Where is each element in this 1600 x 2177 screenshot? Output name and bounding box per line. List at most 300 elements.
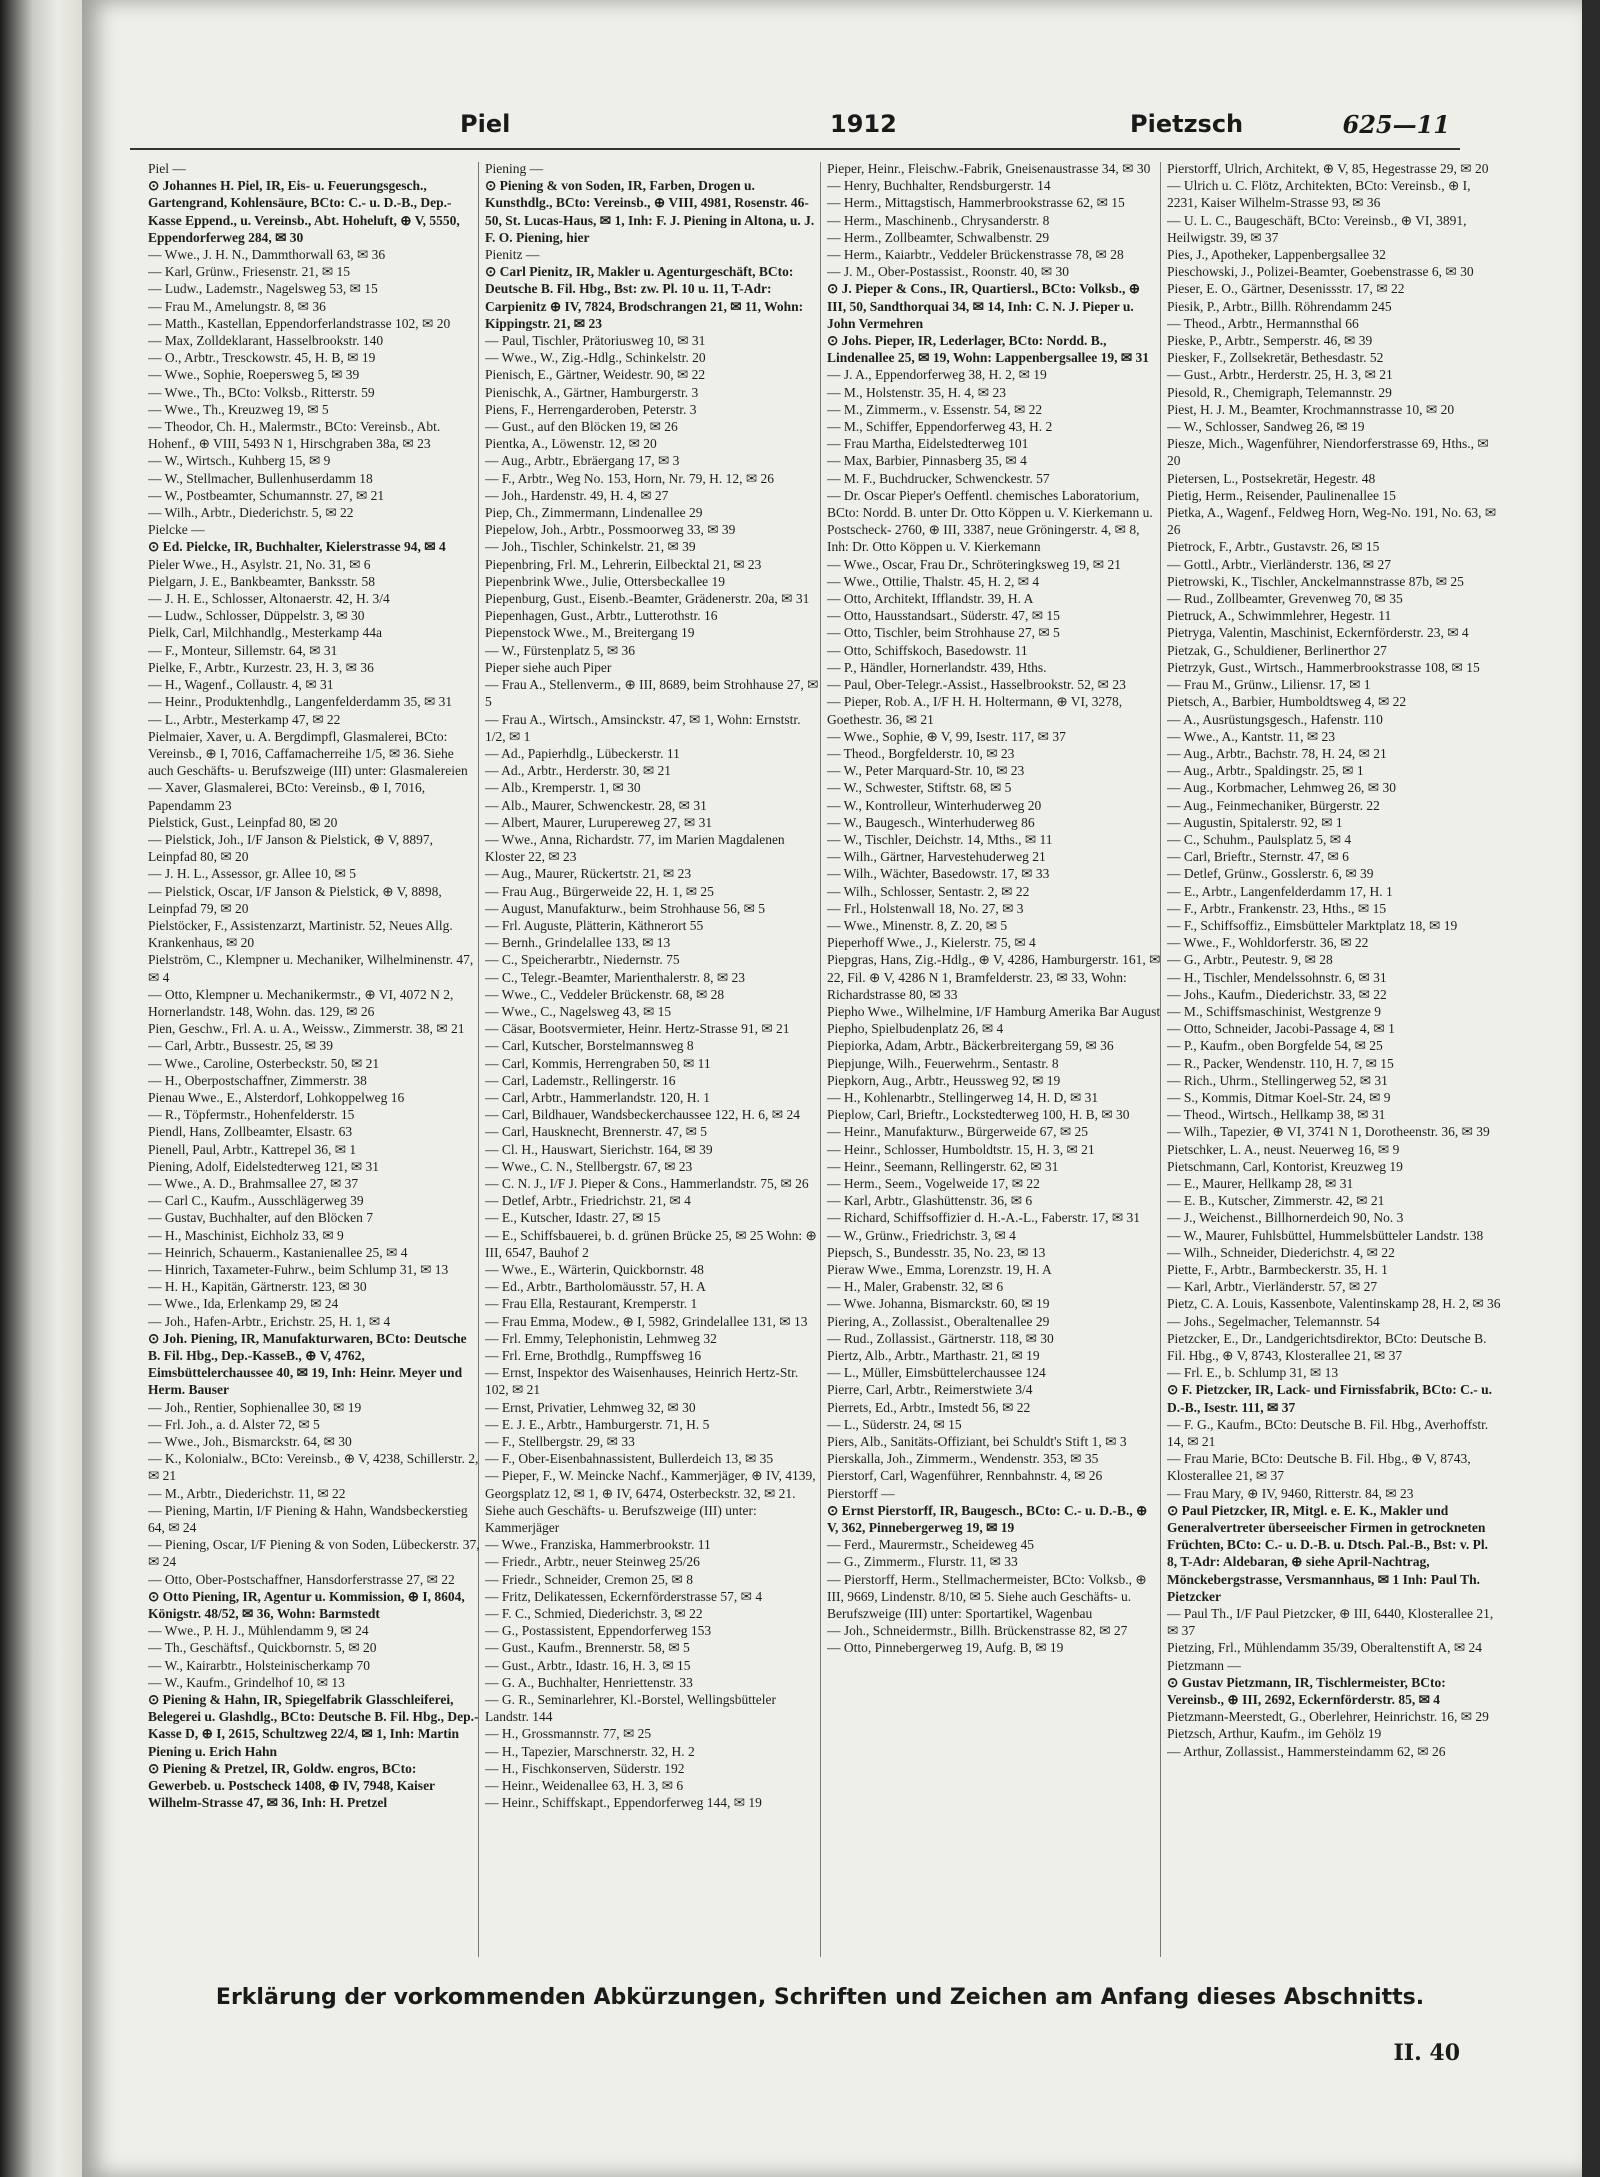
directory-entry: Pietruck, A., Schwimmlehrer, Hegestr. 11 — [1167, 608, 1392, 624]
directory-entry: — W., Stellmacher, Bullenhuserdamm 18 — [148, 470, 373, 486]
directory-entry: — Aug., Maurer, Rückertstr. 21, ✉ 23 — [485, 866, 692, 882]
directory-entry: — Wilh., Schneider, Diederichstr. 4, ✉ 22 — [1167, 1244, 1395, 1260]
directory-entry: — H., Fischkonserven, Süderstr. 192 — [485, 1760, 685, 1776]
directory-entry: Piesik, P., Arbtr., Billh. Röhrendamm 245 — [1167, 298, 1392, 314]
directory-entry: — Frau Martha, Eidelstedterweg 101 — [827, 436, 1029, 452]
directory-entry: Pieperhoff Wwe., J., Kielerstr. 75, ✉ 4 — [827, 935, 1036, 951]
directory-entry: — Wwe., Th., Kreuzweg 19, ✉ 5 — [148, 401, 329, 417]
directory-entry: Piel — — [148, 161, 186, 176]
directory-entry: Pielcke — — [148, 522, 205, 538]
directory-entry: — G., Postassistent, Eppendorferweg 153 — [485, 1623, 712, 1639]
abbreviations-note: Erklärung der vorkommenden Abkürzungen, Schriften und Zeichen am Anfang dieses Abschnitts. — [215, 1985, 1425, 2010]
directory-entry: — L., Süderstr. 24, ✉ 15 — [827, 1416, 962, 1432]
directory-entry: ⊙ Johannes H. Piel, IR, Eis- u. Feuerungsgesch., Gartengrand, Kohlensäure, BCto: C.- u. D.-B., Dep.-Kasse Eppend., u. Vereinsb., Abt. Hoheluft, ⊕ V, 5550, Eppendorferweg 284, ✉ 30 — [148, 178, 460, 245]
directory-entry: — Wwe., Ida, Erlenkamp 29, ✉ 24 — [148, 1296, 339, 1312]
directory-entry: — S., Kommis, Ditmar Koel-Str. 24, ✉ 9 — [1167, 1089, 1391, 1105]
directory-entry: — Wwe., C. N., Stellbergstr. 67, ✉ 23 — [485, 1158, 693, 1174]
directory-entry: — U. L. C., Baugeschäft, BCto: Vereinsb., ⊕ VI, 3891, Heilwigstr. 39, ✉ 37 — [1167, 212, 1467, 245]
directory-entry: Piening, Adolf, Eidelstedterweg 121, ✉ 31 — [148, 1158, 380, 1174]
directory-entry: — Carl, Bildhauer, Wandsbeckerchaussee 122, H. 6, ✉ 24 — [485, 1107, 800, 1123]
directory-entry: — Th., Geschäftsf., Quickbornstr. 5, ✉ 20 — [148, 1640, 377, 1656]
book-spine — [0, 0, 82, 2177]
directory-entry: Piepenstock Wwe., M., Breitergang 19 — [485, 625, 695, 641]
directory-entry: — Friedr., Schneider, Cremon 25, ✉ 8 — [485, 1571, 693, 1587]
directory-entry: — W., Baugesch., Winterhuderweg 86 — [827, 814, 1035, 830]
directory-entry: — F. C., Schmied, Diederichstr. 3, ✉ 22 — [485, 1606, 703, 1622]
directory-entry: ⊙ J. Pieper & Cons., IR, Quartiersl., BCto: Volksb., ⊕ III, 50, Sandthorquai 34, ✉ 14, Inh: C. N. J. Pieper u. John Vermehren — [827, 281, 1141, 331]
directory-entry: Pietzmann-Meerstedt, G., Oberlehrer, Heinrichstr. 16, ✉ 29 — [1167, 1709, 1489, 1725]
directory-entry: — M., Schiffer, Eppendorferweg 43, H. 2 — [827, 419, 1053, 435]
directory-entry: — Piening, Martin, I/F Piening & Hahn, Wandsbeckerstieg 64, ✉ 24 — [148, 1502, 468, 1536]
directory-entry: — Wwe., Th., BCto: Volksb., Ritterstr. 59 — [148, 384, 375, 400]
directory-entry: — Pieper, F., W. Meincke Nachf., Kammerjäger, ⊕ IV, 4139, Georgsplatz 12, ✉ 1, ⊕ IV, 6474, Osterbeckstr. 32, ✉ 21. Siehe auch Geschäfts- u. Berufszweige (III) unter: Kammerjäger — [485, 1468, 816, 1536]
directory-entry: — C., Speicherarbtr., Niedernstr. 75 — [485, 952, 680, 968]
directory-entry: — Wwe., P. H. J., Mühlendamm 9, ✉ 24 — [148, 1623, 369, 1639]
directory-entry: — Rud., Zollassist., Gärtnerstr. 118, ✉ 30 — [827, 1330, 1054, 1346]
running-head-last-name: Pietzsch — [1130, 110, 1244, 138]
directory-entry: — Heinr., Manufakturw., Bürgerweide 67, ✉ 25 — [827, 1124, 1089, 1140]
directory-entry: — Joh., Rentier, Sophienallee 30, ✉ 19 — [148, 1399, 362, 1415]
directory-entry: — Carl, Lademstr., Rellingerstr. 16 — [485, 1072, 676, 1088]
directory-entry: Pietzsch, Arthur, Kaufm., im Gehölz 19 — [1167, 1726, 1382, 1742]
directory-entry: Pielke, F., Arbtr., Kurzestr. 23, H. 3, ✉ 36 — [148, 659, 374, 675]
directory-entry: — Max, Barbier, Pinnasberg 35, ✉ 4 — [827, 453, 1027, 469]
directory-entry: — C., Schuhm., Paulsplatz 5, ✉ 4 — [1167, 831, 1352, 847]
directory-entry: — Wilh., Schlosser, Sentastr. 2, ✉ 22 — [827, 883, 1030, 899]
directory-entry: — E., Kutscher, Idastr. 27, ✉ 15 — [485, 1210, 661, 1226]
directory-entry: Pietryga, Valentin, Maschinist, Eckernförderstr. 23, ✉ 4 — [1167, 625, 1469, 641]
directory-entry: Pierstorff — — [827, 1485, 895, 1501]
directory-entry: Pietschmann, Carl, Kontorist, Kreuzweg 19 — [1167, 1158, 1403, 1174]
directory-entry: Piepenhagen, Gust., Arbtr., Lutterothstr. 16 — [485, 608, 718, 624]
directory-entry: Pietzing, Frl., Mühlendamm 35/39, Oberaltenstift A, ✉ 24 — [1167, 1640, 1483, 1656]
directory-entry: Pierstorff, Ulrich, Architekt, ⊕ V, 85, Hegestrasse 29, ✉ 20 — [1167, 161, 1489, 176]
directory-entry: — H., Tischler, Mendelssohnstr. 6, ✉ 31 — [1167, 969, 1387, 985]
directory-entry: Piepsch, S., Bundesstr. 35, No. 23, ✉ 13 — [827, 1244, 1046, 1260]
directory-entry: Pies, J., Apotheker, Lappenbergsallee 32 — [1167, 247, 1386, 263]
directory-entry: — Augustin, Spitalerstr. 92, ✉ 1 — [1167, 814, 1343, 830]
page-number: 625—11 — [1342, 110, 1450, 139]
directory-entry: — Karl, Grünw., Friesenstr. 21, ✉ 15 — [148, 264, 351, 280]
directory-entry: Piertz, Alb., Arbtr., Marthastr. 21, ✉ 19 — [827, 1348, 1040, 1364]
directory-entry: — Carl, Arbtr., Hammerlandstr. 120, H. 1 — [485, 1089, 710, 1105]
directory-entry: ⊙ Piening & Pretzel, IR, Goldw. engros, BCto: Gewerbeb. u. Postscheck 1408, ⊕ IV, 7948, Kaiser Wilhelm-Strasse 47, ✉ 36, Inh: H. Pretzel — [148, 1760, 435, 1811]
directory-entry: — Wwe., A. D., Brahmsallee 27, ✉ 37 — [148, 1175, 359, 1191]
directory-entry: Pieske, P., Arbtr., Semperstr. 46, ✉ 39 — [1167, 333, 1373, 349]
directory-entry: Pietzcker, E., Dr., Landgerichtsdirektor, BCto: Deutsche B. Fil. Hbg., ⊕ V, 8743, Klosterallee 21, ✉ 37 — [1167, 1330, 1487, 1364]
directory-entry: Pietrock, F., Arbtr., Gustavstr. 26, ✉ 15 — [1167, 539, 1380, 555]
directory-entry: — Wilh., Gärtner, Harvestehuderweg 21 — [827, 849, 1046, 865]
directory-entry: — Heinr., Seemann, Rellingerstr. 62, ✉ 31 — [827, 1158, 1059, 1174]
directory-entry: — Paul, Ober-Telegr.-Assist., Hasselbrookstr. 52, ✉ 23 — [827, 677, 1126, 693]
directory-entry: Pietschker, L. A., neust. Neuerweg 16, ✉ 9 — [1167, 1141, 1400, 1157]
directory-entry: — L., Arbtr., Mesterkamp 47, ✉ 22 — [148, 711, 341, 727]
directory-entry: — Frau Emma, Modew., ⊕ I, 5982, Grindelallee 131, ✉ 13 — [485, 1313, 808, 1329]
directory-column-2 — [485, 160, 819, 1960]
directory-entry: — Frau Mary, ⊕ IV, 9460, Ritterstr. 84, ✉ 23 — [1167, 1485, 1414, 1501]
directory-entry: — Alb., Maurer, Schwenckestr. 28, ✉ 31 — [485, 797, 707, 813]
directory-entry: — Wwe., F., Wohldorferstr. 36, ✉ 22 — [1167, 935, 1369, 951]
directory-entry: — Theod., Wirtsch., Hellkamp 38, ✉ 31 — [1167, 1107, 1386, 1123]
directory-entry: Pientka, A., Löwenstr. 12, ✉ 20 — [485, 436, 657, 452]
directory-entry: — Piening, Oscar, I/F Piening & von Soden, Lübeckerstr. 37, ✉ 24 — [148, 1537, 480, 1570]
directory-entry: Pietig, Herm., Reisender, Paulinenallee 15 — [1167, 487, 1396, 503]
directory-entry: — Aug., Feinmechaniker, Bürgerstr. 22 — [1167, 797, 1380, 813]
directory-entry: Pielstöcker, F., Assistenzarzt, Martinistr. 52, Neues Allg. Krankenhaus, ✉ 20 — [148, 917, 453, 951]
directory-entry: — J., Weichenst., Billhornerdeich 90, No. 3 — [1167, 1210, 1404, 1226]
directory-entry: — E., Maurer, Hellkamp 28, ✉ 31 — [1167, 1175, 1354, 1191]
directory-entry: Piening — — [485, 161, 544, 176]
directory-column-1 — [148, 160, 482, 1960]
directory-entry: — Gust., Kaufm., Brennerstr. 58, ✉ 5 — [485, 1640, 690, 1656]
directory-entry: — Frau M., Amelungstr. 8, ✉ 36 — [148, 298, 326, 314]
directory-entry: — Wwe., J. H. N., Dammthorwall 63, ✉ 36 — [148, 247, 386, 263]
directory-entry: — H., Oberpostschaffner, Zimmerstr. 38 — [148, 1072, 367, 1088]
directory-entry: — M., Schiffsmaschinist, Westgrenze 9 — [1167, 1003, 1382, 1019]
directory-entry: — G. A., Buchhalter, Henriettenstr. 33 — [485, 1674, 693, 1690]
directory-entry: — L., Müller, Eimsbüttelerchaussee 124 — [827, 1365, 1046, 1381]
directory-entry: Piepenbrink Wwe., Julie, Ottersbeckallee 19 — [485, 573, 726, 589]
directory-entry: ⊙ Ernst Pierstorff, IR, Baugesch., BCto: C.- u. D.-B., ⊕ V, 362, Pinnebergerweg 19, ✉ 19 — [827, 1502, 1148, 1536]
directory-entry: — Aug., Arbtr., Spaldingstr. 25, ✉ 1 — [1167, 763, 1364, 779]
directory-entry: — Richard, Schiffsoffizier d. H.-A.-L., Faberstr. 17, ✉ 31 — [827, 1210, 1141, 1226]
directory-entry: — Ludw., Lademstr., Nagelsweg 53, ✉ 15 — [148, 281, 378, 297]
directory-entry: — Wwe., E., Wärterin, Quickbornstr. 48 — [485, 1262, 704, 1277]
directory-entry: — Wilh., Wächter, Basedowstr. 17, ✉ 33 — [827, 866, 1050, 882]
directory-entry: — Wwe. Johanna, Bismarckstr. 60, ✉ 19 — [827, 1296, 1050, 1312]
directory-entry: — W., Schlosser, Sandweg 26, ✉ 19 — [1167, 419, 1365, 435]
directory-entry: Pielström, C., Klempner u. Mechaniker, Wilhelminenstr. 47, ✉ 4 — [148, 952, 474, 985]
directory-entry: — Alb., Kremperstr. 1, ✉ 30 — [485, 780, 641, 796]
directory-entry: — G., Zimmerm., Flurstr. 11, ✉ 33 — [827, 1554, 1018, 1570]
directory-entry: Pieplow, Carl, Brieftr., Lockstedterweg 100, H. B, ✉ 30 — [827, 1107, 1130, 1123]
directory-entry: — Ludw., Schlosser, Düppelstr. 3, ✉ 30 — [148, 608, 365, 624]
directory-entry: — Johs., Kaufm., Diederichstr. 33, ✉ 22 — [1167, 986, 1387, 1002]
sheet-signature: II. 40 — [1393, 2040, 1460, 2066]
directory-entry: — Frau A., Wirtsch., Amsinckstr. 47, ✉ 1, Wohn: Ernststr. 1/2, ✉ 1 — [485, 711, 801, 744]
directory-entry: — Herm., Seem., Vogelweide 17, ✉ 22 — [827, 1175, 1040, 1191]
directory-entry: — E. J. E., Arbtr., Hamburgerstr. 71, H. 5 — [485, 1416, 710, 1432]
directory-entry: — Joh., Hafen-Arbtr., Erichstr. 25, H. 1, ✉ 4 — [148, 1313, 391, 1329]
directory-entry: — W., Peter Marquard-Str. 10, ✉ 23 — [827, 763, 1025, 779]
directory-entry: — H., Maschinist, Eichholz 33, ✉ 9 — [148, 1227, 344, 1243]
directory-entry: Pietsch, A., Barbier, Humboldtsweg 4, ✉ 22 — [1167, 694, 1407, 710]
directory-entry: — Paul, Tischler, Prätoriusweg 10, ✉ 31 — [485, 333, 706, 349]
directory-entry: — P., Händler, Hornerlandstr. 439, Hths. — [827, 659, 1047, 675]
running-head — [120, 110, 1450, 150]
directory-entry: — Pierstorff, Herm., Stellmachermeister, BCto: Volksb., ⊕ III, 9669, Lindenstr. 8/10, ✉ 5. Siehe auch Geschäfts- u. Berufszweige (III) unter: Sportartikel, Wagenbau — [827, 1571, 1147, 1622]
directory-entry: — O., Arbtr., Tresckowstr. 45, H. B, ✉ 19 — [148, 350, 376, 366]
directory-entry: — Joh., Tischler, Schinkelstr. 21, ✉ 39 — [485, 539, 696, 555]
directory-entry: — W., Kairarbtr., Holsteinischerkamp 70 — [148, 1657, 370, 1673]
directory-entry: — Carl, Kommis, Herrengraben 50, ✉ 11 — [485, 1055, 711, 1071]
directory-entry: Pietz, C. A. Louis, Kassenbote, Valentinskamp 28, H. 2, ✉ 36 — [1167, 1296, 1501, 1312]
directory-entry: — Rud., Zollbeamter, Grevenweg 70, ✉ 35 — [1167, 591, 1403, 607]
directory-entry: — E., Arbtr., Langenfelderdamm 17, H. 1 — [1167, 883, 1393, 899]
directory-entry: — Otto, Schneider, Jacobi-Passage 4, ✉ 1 — [1167, 1021, 1395, 1037]
directory-entry: Pierrets, Ed., Arbtr., Imstedt 56, ✉ 22 — [827, 1399, 1031, 1415]
directory-entry: Pielmaier, Xaver, u. A. Bergdimpfl, Glasmalerei, BCto: Vereinsb., ⊕ I, 7016, Caffamacherreihe 1/5, ✉ 36. Siehe auch Geschäfts- u. Berufszweige (III) unter: Glasmalereien — [148, 728, 468, 779]
directory-entry: Piers, Alb., Sanitäts-Offiziant, bei Schuldt's Stift 1, ✉ 3 — [827, 1434, 1127, 1450]
directory-entry: ⊙ Johs. Pieper, IR, Lederlager, BCto: Nordd. B., Lindenallee 25, ✉ 19, Wohn: Lappenbergsallee 19, ✉ 31 — [827, 333, 1150, 366]
directory-entry: — Paul Th., I/F Paul Pietzcker, ⊕ III, 6440, Klosterallee 21, ✉ 37 — [1167, 1606, 1494, 1639]
directory-entry: Piesze, Mich., Wagenführer, Niendorferstrasse 69, Hths., ✉ 20 — [1167, 436, 1489, 469]
directory-entry: — M., Holstenstr. 35, H. 4, ✉ 23 — [827, 384, 1006, 400]
directory-entry: — Heinr., Schlosser, Humboldtstr. 15, H. 3, ✉ 21 — [827, 1141, 1095, 1157]
directory-entry: — R., Töpfermstr., Hohenfelderstr. 15 — [148, 1107, 355, 1123]
directory-entry: — W., Tischler, Deichstr. 14, Mths., ✉ 11 — [827, 831, 1053, 847]
directory-entry: — Detlef, Arbtr., Friedrichstr. 21, ✉ 4 — [485, 1193, 691, 1209]
directory-entry: — Friedr., Arbtr., neuer Steinweg 25/26 — [485, 1554, 700, 1570]
running-head-first-name: Piel — [460, 110, 511, 138]
directory-entry: — H., Grossmannstr. 77, ✉ 25 — [485, 1726, 652, 1742]
directory-entry: — Wwe., W., Zig.-Hdlg., Schinkelstr. 20 — [485, 350, 706, 366]
directory-entry: Piesold, R., Chemigraph, Telemannstr. 29 — [1167, 384, 1392, 400]
directory-entry: — Frau A., Stellenverm., ⊕ III, 8689, beim Strohhause 27, ✉ 5 — [485, 677, 819, 710]
directory-entry: Piepho Wwe., Wilhelmine, I/F Hamburg Amerika Bar August Piepho, Spielbudenplatz 26, ✉ 4 — [827, 1003, 1161, 1037]
directory-entry: — Henry, Buchhalter, Rendsburgerstr. 14 — [827, 178, 1051, 194]
directory-entry: — Wwe., Anna, Richardstr. 77, im Marien Magdalenen Kloster 22, ✉ 23 — [485, 831, 785, 865]
directory-entry: — H., Wagenf., Collaustr. 4, ✉ 31 — [148, 677, 334, 693]
directory-entry: — J. H. L., Assessor, gr. Allee 10, ✉ 5 — [148, 866, 357, 882]
directory-entry: — M., Arbtr., Diederichstr. 11, ✉ 22 — [148, 1485, 346, 1501]
directory-entry: Pielgarn, J. E., Bankbeamter, Banksstr. 58 — [148, 573, 376, 589]
directory-entry: — Pielstick, Joh., I/F Janson & Pielstick, ⊕ V, 8897, Leinpfad 80, ✉ 20 — [148, 831, 433, 865]
directory-entry: Pietrowski, K., Tischler, Anckelmannstrasse 87b, ✉ 25 — [1167, 573, 1464, 589]
directory-entry: — Johs., Segelmacher, Telemannstr. 54 — [1167, 1313, 1380, 1329]
directory-entry: — W., Kontrolleur, Winterhuderweg 20 — [827, 797, 1042, 813]
directory-entry: — Carl, Brieftr., Sternstr. 47, ✉ 6 — [1167, 849, 1349, 865]
directory-entry: — Otto, Ober-Postschaffner, Hansdorferstrasse 27, ✉ 22 — [148, 1571, 455, 1587]
directory-entry: ⊙ Piening & von Soden, IR, Farben, Drogen u. Kunsthdlg., BCto: Vereinsb., ⊕ VIII, 4981, Rosenstr. 46-50, St. Lucas-Haus, ✉ 1, Inh: F. J. Piening in Altona, u. J. F. O. Piening, hier — [485, 178, 815, 245]
directory-entry: Pierskalla, Joh., Zimmerm., Wendenstr. 353, ✉ 35 — [827, 1451, 1099, 1467]
directory-entry: Pieper, Heinr., Fleischw.-Fabrik, Gneisenaustrasse 34, ✉ 30 — [827, 161, 1151, 176]
directory-entry: — Herm., Mittagstisch, Hammerbrookstrasse 62, ✉ 15 — [827, 195, 1125, 211]
directory-entry: ⊙ Gustav Pietzmann, IR, Tischlermeister, BCto: Vereinsb., ⊕ III, 2692, Eckernförderstr. 85, ✉ 4 — [1167, 1674, 1446, 1708]
directory-entry: ⊙ Joh. Piening, IR, Manufakturwaren, BCto: Deutsche B. Fil. Hbg., Dep.-KasseB., ⊕ V, 4762, Eimsbüttelerchaussee 40, ✉ 19, Inh: Heinr. Meyer und Herm. Bauser — [148, 1330, 467, 1398]
directory-entry: — Frau Marie, BCto: Deutsche B. Fil. Hbg., ⊕ V, 8743, Klosterallee 21, ✉ 37 — [1167, 1451, 1471, 1484]
directory-entry: — J. M., Ober-Postassist., Roonstr. 40, ✉ 30 — [827, 264, 1070, 280]
directory-entry: — Wilh., Tapezier, ⊕ VI, 3741 N 1, Dorotheenstr. 36, ✉ 39 — [1167, 1124, 1490, 1140]
directory-entry: Pietrzyk, Gust., Wirtsch., Hammerbrookstrasse 108, ✉ 15 — [1167, 659, 1480, 675]
directory-entry: Pierre, Carl, Arbtr., Reimerstwiete 3/4 — [827, 1382, 1033, 1398]
directory-entry: — Ad., Papierhdlg., Lübeckerstr. 11 — [485, 745, 680, 761]
directory-entry: — H., Kohlenarbtr., Stellingerweg 14, H. D, ✉ 31 — [827, 1089, 1099, 1105]
directory-entry: — Gust., Arbtr., Idastr. 16, H. 3, ✉ 15 — [485, 1657, 691, 1673]
directory-entry: — J. A., Eppendorferweg 38, H. 2, ✉ 19 — [827, 367, 1047, 383]
directory-entry: Pienisch, E., Gärtner, Weidestr. 90, ✉ 22 — [485, 367, 706, 383]
directory-entry: — Herm., Kaiarbtr., Veddeler Brückenstrasse 78, ✉ 28 — [827, 247, 1124, 263]
directory-entry: — Theod., Arbtr., Hermannsthal 66 — [1167, 315, 1359, 331]
directory-entry: — A., Ausrüstungsgesch., Hafenstr. 110 — [1167, 711, 1383, 727]
directory-entry: — Heinr., Weidenallee 63, H. 3, ✉ 6 — [485, 1778, 684, 1794]
directory-entry: — Detlef, Grünw., Gosslerstr. 6, ✉ 39 — [1167, 866, 1374, 882]
directory-entry: — Matth., Kastellan, Eppendorferlandstrasse 102, ✉ 20 — [148, 315, 451, 331]
directory-entry: Pienell, Paul, Arbtr., Kattrepel 36, ✉ 1 — [148, 1141, 357, 1157]
directory-entry: Pietersen, L., Postsekretär, Hegestr. 48 — [1167, 470, 1376, 486]
directory-entry: — F. G., Kaufm., BCto: Deutsche B. Fil. Hbg., Averhoffstr. 14, ✉ 21 — [1167, 1416, 1489, 1450]
directory-entry: ⊙ Piening & Hahn, IR, Spiegelfabrik Glasschleiferei, Belegerei u. Glashdlg., BCto: Deutsche B. Fil. Hbg., Dep.-Kasse D, ⊕ I, 2615, Schultzweg 22/4, ✉ 1, Inh: Martin Piening u. Erich Hahn — [148, 1692, 479, 1759]
directory-entry: ⊙ Paul Pietzcker, IR, Mitgl. e. E. K., Makler und Generalvertreter überseeischer Firmen in getrockneten Früchten, BCto: C.- u. D.-B. u. Dtsch. Pal.-B., Bst: v. Pl. 8, T-Adr: Aldebaran, ⊕ siehe April-Nachtrag, Mönckebergstrasse, Versmannhaus, ✉ 1 Inh: Paul Th. Pietzcker — [1167, 1502, 1488, 1604]
directory-entry: — Otto, Hausstandsart., Süderstr. 47, ✉ 15 — [827, 608, 1060, 624]
directory-entry: ⊙ Ed. Pielcke, IR, Buchhalter, Kielerstrasse 94, ✉ 4 — [148, 539, 446, 555]
directory-entry: — Rich., Uhrm., Stellingerweg 52, ✉ 31 — [1167, 1072, 1388, 1088]
directory-entry: — Hinrich, Taxameter-Fuhrw., beim Schlump 31, ✉ 13 — [148, 1262, 449, 1277]
directory-entry: — M., Zimmerm., v. Essenstr. 54, ✉ 22 — [827, 401, 1043, 417]
directory-entry: — Ernst, Inspektor des Waisenhauses, Heinrich Hertz-Str. 102, ✉ 21 — [485, 1365, 799, 1398]
directory-entry: — Frl., Holstenwall 18, No. 27, ✉ 3 — [827, 900, 1024, 916]
directory-entry: Piepkorn, Aug., Arbtr., Heussweg 92, ✉ 19 — [827, 1072, 1061, 1088]
directory-entry: — W., Schwester, Stiftstr. 68, ✉ 5 — [827, 780, 1012, 796]
directory-entry: — Wwe., C., Nagelsweg 43, ✉ 15 — [485, 1003, 672, 1019]
directory-entry: Pienau Wwe., E., Alsterdorf, Lohkoppelweg 16 — [148, 1089, 405, 1105]
directory-entry: — Heinrich, Schauerm., Kastanienallee 25, ✉ 4 — [148, 1244, 408, 1260]
directory-entry: — Ferd., Maurermstr., Scheideweg 45 — [827, 1537, 1034, 1553]
directory-entry: Pietka, A., Wagenf., Feldweg Horn, Weg-No. 191, No. 63, ✉ 26 — [1167, 505, 1497, 538]
directory-entry: — Otto, Tischler, beim Strohhause 27, ✉ 5 — [827, 625, 1060, 641]
directory-column-3 — [827, 160, 1161, 1960]
directory-entry: — Wwe., Franziska, Hammerbrookstr. 11 — [485, 1537, 711, 1553]
directory-entry: Pienitz — — [485, 247, 540, 263]
directory-entry: — Frau M., Grünw., Liliensr. 17, ✉ 1 — [1167, 677, 1371, 693]
directory-entry: — Bernh., Grindelallee 133, ✉ 13 — [485, 935, 671, 951]
directory-entry: Pielk, Carl, Milchhandlg., Mesterkamp 44a — [148, 625, 382, 641]
directory-entry: — Karl, Arbtr., Vierländerstr. 57, ✉ 27 — [1167, 1279, 1378, 1295]
directory-entry: — Wwe., Ottilie, Thalstr. 45, H. 2, ✉ 4 — [827, 573, 1040, 589]
directory-entry: Pieser, E. O., Gärtner, Desenissstr. 17, ✉ 22 — [1167, 281, 1405, 297]
directory-entry: Piens, F., Herrengarderoben, Peterstr. 3 — [485, 401, 697, 417]
directory-entry: — Theod., Borgfelderstr. 10, ✉ 23 — [827, 745, 1015, 761]
directory-entry: — Joh., Schneidermstr., Billh. Brückenstrasse 82, ✉ 27 — [827, 1623, 1128, 1639]
directory-entry: Piepelow, Joh., Arbtr., Possmoorweg 33, ✉ 39 — [485, 522, 736, 538]
directory-entry: ⊙ F. Pietzcker, IR, Lack- und Firnissfabrik, BCto: C.- u. D.-B., Isestr. 111, ✉ 37 — [1167, 1382, 1492, 1415]
directory-entry: — Aug., Arbtr., Ebräergang 17, ✉ 3 — [485, 453, 680, 469]
directory-entry: — Gustav, Buchhalter, auf den Blöcken 7 — [148, 1210, 374, 1226]
directory-entry: — Ulrich u. C. Flötz, Architekten, BCto: Vereinsb., ⊕ I, 2231, Kaiser Wilhelm-Strasse 93, ✉ 36 — [1167, 178, 1471, 211]
directory-entry: Piering, A., Zollassist., Oberaltenallee 29 — [827, 1313, 1050, 1329]
directory-entry: — Frl. E., b. Schlump 31, ✉ 13 — [1167, 1365, 1339, 1381]
directory-entry: — W., Maurer, Fuhlsbüttel, Hummelsbütteler Landstr. 138 — [1167, 1227, 1484, 1243]
directory-entry: — F., Ober-Eisenbahnassistent, Bullerdeich 13, ✉ 35 — [485, 1451, 774, 1467]
directory-entry: — F., Arbtr., Weg No. 153, Horn, Nr. 79, H. 12, ✉ 26 — [485, 470, 775, 486]
directory-entry: — F., Monteur, Sillemstr. 64, ✉ 31 — [148, 642, 338, 658]
directory-entry: — F., Schiffsoffiz., Eimsbütteler Marktplatz 18, ✉ 19 — [1167, 917, 1458, 933]
directory-entry: — Max, Zolldeklarant, Hasselbrookstr. 140 — [148, 333, 384, 349]
directory-column-4 — [1167, 160, 1501, 1960]
directory-entry: — C. N. J., I/F J. Pieper & Cons., Hammerlandstr. 75, ✉ 26 — [485, 1175, 809, 1191]
directory-entry: — Xaver, Glasmalerei, BCto: Vereinsb., ⊕ I, 7016, Papendamm 23 — [148, 780, 426, 813]
directory-entry: — C., Telegr.-Beamter, Marienthalerstr. 8, ✉ 23 — [485, 969, 746, 985]
directory-entry: Pierstorf, Carl, Wagenführer, Rennbahnstr. 4, ✉ 26 — [827, 1468, 1103, 1484]
directory-entry: — Ernst, Privatier, Lehmweg 32, ✉ 30 — [485, 1399, 696, 1415]
directory-entry: — W., Fürstenplatz 5, ✉ 36 — [485, 642, 636, 658]
directory-entry: — Joh., Hardenstr. 49, H. 4, ✉ 27 — [485, 487, 669, 503]
header-rule — [130, 148, 1460, 150]
directory-entry: Pieschowski, J., Polizei-Beamter, Goebenstrasse 6, ✉ 30 — [1167, 264, 1474, 280]
directory-entry: — Frau Aug., Bürgerweide 22, H. 1, ✉ 25 — [485, 883, 714, 899]
directory-entry: — Frau Ella, Restaurant, Kremperstr. 1 — [485, 1296, 698, 1312]
directory-entry: Piepenburg, Gust., Eisenb.-Beamter, Grädenerstr. 20a, ✉ 31 — [485, 591, 810, 607]
directory-entry: — H. H., Kapitän, Gärtnerstr. 123, ✉ 30 — [148, 1279, 367, 1295]
directory-entry: — Frl. Emmy, Telephonistin, Lehmweg 32 — [485, 1330, 717, 1346]
directory-entry: — Herm., Maschinenb., Chrysanderstr. 8 — [827, 212, 1050, 228]
directory-entry: — Wwe., A., Kantstr. 11, ✉ 23 — [1167, 728, 1336, 744]
directory-entry: — Otto, Schiffskoch, Basedowstr. 11 — [827, 642, 1028, 658]
directory-entry: — M. F., Buchdrucker, Schwenckestr. 57 — [827, 470, 1050, 486]
directory-entry: — G., Arbtr., Peutestr. 9, ✉ 28 — [1167, 952, 1333, 968]
directory-entry: — K., Kolonialw., BCto: Vereinsb., ⊕ V, 4238, Schillerstr. 2, ✉ 21 — [148, 1451, 479, 1484]
directory-entry: — F., Stellbergstr. 29, ✉ 33 — [485, 1434, 635, 1450]
directory-entry: Piepenbring, Frl. M., Lehrerin, Eilbecktal 21, ✉ 23 — [485, 556, 762, 572]
directory-entry: — J. H. E., Schlosser, Altonaerstr. 42, H. 3/4 — [148, 591, 390, 607]
directory-entry: — Gust., Arbtr., Herderstr. 25, H. 3, ✉ 21 — [1167, 367, 1393, 383]
directory-entry: — W., Wirtsch., Kuhberg 15, ✉ 9 — [148, 453, 331, 469]
directory-entry: — W., Kaufm., Grindelhof 10, ✉ 13 — [148, 1674, 345, 1690]
directory-entry: — Aug., Korbmacher, Lehmweg 26, ✉ 30 — [1167, 780, 1396, 796]
directory-entry: — H., Tapezier, Marschnerstr. 32, H. 2 — [485, 1743, 695, 1759]
directory-entry: — Karl, Arbtr., Glashüttenstr. 36, ✉ 6 — [827, 1193, 1033, 1209]
directory-entry: — Pielstick, Oscar, I/F Janson & Pielstick, ⊕ V, 8898, Leinpfad 79, ✉ 20 — [148, 883, 442, 916]
directory-entry: Pieler Wwe., H., Asylstr. 21, No. 31, ✉ 6 — [148, 556, 371, 572]
directory-entry: — Otto, Pinnebergerweg 19, Aufg. B, ✉ 19 — [827, 1640, 1064, 1656]
directory-entry: Pieraw Wwe., Emma, Lorenzstr. 19, H. A — [827, 1262, 1052, 1277]
directory-entry: — Carl, Hausknecht, Brennerstr. 47, ✉ 5 — [485, 1124, 708, 1140]
directory-entry: — G. R., Seminarlehrer, Kl.-Borstel, Wellingsbütteler Landstr. 144 — [485, 1692, 776, 1725]
directory-entry: Pietzak, G., Schuldiener, Berlinerthor 27 — [1167, 642, 1387, 658]
directory-entry: — Wilh., Arbtr., Diederichstr. 5, ✉ 22 — [148, 505, 354, 521]
directory-entry: — Theodor, Ch. H., Malermstr., BCto: Vereinsb., Abt. Hohenf., ⊕ VIII, 5493 N 1, Hirschgraben 38a, ✉ 23 — [148, 419, 441, 452]
directory-entry: Piepiorka, Adam, Arbtr., Bäckerbreitergang 59, ✉ 36 — [827, 1038, 1114, 1054]
directory-entry: — H., Maler, Grabenstr. 32, ✉ 6 — [827, 1279, 1004, 1295]
directory-entry: Pienischk, A., Gärtner, Hamburgerstr. 3 — [485, 384, 699, 400]
directory-entry: — Otto, Klempner u. Mechanikermstr., ⊕ VI, 4072 N 2, Hornerlandstr. 148, Wohn. das. 129, ✉ 26 — [148, 986, 454, 1019]
directory-entry: — Arthur, Zollassist., Hammersteindamm 62, ✉ 26 — [1167, 1743, 1446, 1759]
directory-entry: — August, Manufakturw., beim Strohhause 56, ✉ 5 — [485, 900, 766, 916]
directory-entry: — E., Schiffsbauerei, b. d. grünen Brücke 25, ✉ 25 Wohn: ⊕ III, 6547, Bauhof 2 — [485, 1227, 817, 1260]
directory-entry: — W., Grünw., Friedrichstr. 3, ✉ 4 — [827, 1227, 1016, 1243]
directory-entry: Piesker, F., Zollsekretär, Bethesdastr. 52 — [1167, 350, 1384, 366]
directory-entry: Piest, H. J. M., Beamter, Krochmannstrasse 10, ✉ 20 — [1167, 401, 1455, 417]
directory-entry: — Ad., Arbtr., Herderstr. 30, ✉ 21 — [485, 763, 672, 779]
directory-entry: — Wwe., C., Veddeler Brückenstr. 68, ✉ 28 — [485, 986, 725, 1002]
directory-entry: — Wwe., Sophie, ⊕ V, 99, Isestr. 117, ✉ 37 — [827, 728, 1066, 744]
directory-entry: Piepjunge, Wilh., Feuerwehrm., Sentastr. 8 — [827, 1055, 1059, 1071]
directory-entry: — Otto, Architekt, Ifflandstr. 39, H. A — [827, 591, 1034, 607]
directory-entry: ⊙ Carl Pienitz, IR, Makler u. Agenturgeschäft, BCto: Deutsche B. Fil. Hbg., Bst: zw. Pl. 10 u. 11, T-Adr: Carpienitz ⊕ IV, 7824, Brodschrangen 21, ✉ 11, Wohn: Kippingstr. 21, ✉ 23 — [485, 264, 804, 331]
directory-entry: — Carl, Arbtr., Bussestr. 25, ✉ 39 — [148, 1038, 333, 1054]
directory-entry: Pieper siehe auch Piper — [485, 659, 612, 675]
directory-entry: — Ed., Arbtr., Bartholomäusstr. 57, H. A — [485, 1279, 706, 1295]
directory-entry: — Wwe., Caroline, Osterbeckstr. 50, ✉ 21 — [148, 1055, 380, 1071]
directory-entry: Pielstick, Gust., Leinpfad 80, ✉ 20 — [148, 814, 338, 830]
directory-entry: — Wwe., Minenstr. 8, Z. 20, ✉ 5 — [827, 917, 1008, 933]
directory-entry: — Wwe., Joh., Bismarckstr. 64, ✉ 30 — [148, 1434, 352, 1450]
directory-entry: Piette, F., Arbtr., Barmbeckerstr. 35, H. 1 — [1167, 1262, 1388, 1277]
directory-entry: — Aug., Arbtr., Bachstr. 78, H. 24, ✉ 21 — [1167, 745, 1387, 761]
directory-entry: — W., Postbeamter, Schumannstr. 27, ✉ 21 — [148, 487, 385, 503]
directory-entry: — Frl. Auguste, Plätterin, Käthnerort 55 — [485, 917, 704, 933]
directory-entry: — Frl. Erne, Brothdlg., Rumpffsweg 16 — [485, 1348, 702, 1364]
directory-entry: — Heinr., Schiffskapt., Eppendorferweg 144, ✉ 19 — [485, 1795, 762, 1811]
directory-entry: — Carl C., Kaufm., Ausschlägerweg 39 — [148, 1193, 364, 1209]
directory-entry: — Wwe., Oscar, Frau Dr., Schröteringksweg 19, ✉ 21 — [827, 556, 1121, 572]
directory-entry: — F., Arbtr., Frankenstr. 23, Hths., ✉ 15 — [1167, 900, 1387, 916]
directory-entry: ⊙ Otto Piening, IR, Agentur u. Kommission, ⊕ I, 8604, Königstr. 48/52, ✉ 36, Wohn: Barmstedt — [148, 1588, 465, 1622]
directory-entry: — Fritz, Delikatessen, Eckernförderstrasse 57, ✉ 4 — [485, 1588, 763, 1604]
directory-entry: — R., Packer, Wendenstr. 110, H. 7, ✉ 15 — [1167, 1055, 1394, 1071]
directory-entry: — Albert, Maurer, Lurupereweg 27, ✉ 31 — [485, 814, 713, 830]
directory-entry: — Gottl., Arbtr., Vierländerstr. 136, ✉ 27 — [1167, 556, 1391, 572]
